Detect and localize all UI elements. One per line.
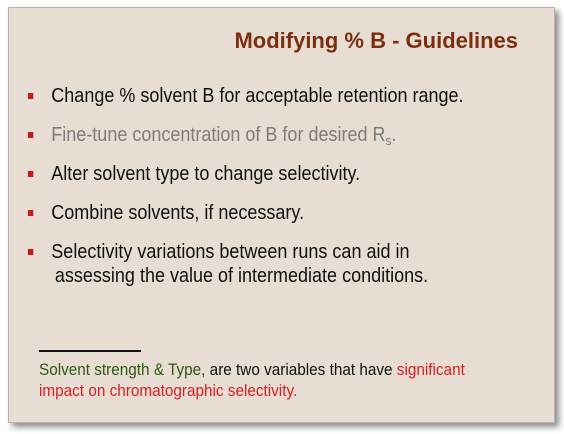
bullet-marker-icon [28, 171, 33, 177]
bullet-marker-icon [28, 249, 33, 255]
bullet-text: Change % solvent B for acceptable retention range. [51, 85, 464, 107]
bullet-text: Alter solvent type to change selectivity. [51, 163, 361, 185]
bullet-text-line1: Selectivity variations between runs can aid in [51, 241, 410, 263]
bullet-marker-icon [28, 93, 33, 99]
bullet-text-line2: assessing the value of intermediate conditions. [54, 265, 429, 287]
bullet-item [27, 162, 491, 186]
bullet-list [27, 84, 542, 303]
bullet-marker-icon [28, 132, 33, 138]
bullet-text: Fine-tune concentration of B for desired R [51, 124, 386, 146]
bullet-item [27, 201, 491, 225]
footnote-highlight-red: significant [396, 360, 465, 379]
slide-title: Modifying % B - Guidelines [234, 28, 518, 53]
bullet-subscript: s [385, 133, 392, 148]
footnote-text: are two variables that have [205, 360, 397, 379]
bullet-item [27, 123, 491, 147]
bullet-item [27, 84, 491, 108]
footnote-divider [39, 350, 141, 352]
footnote [39, 359, 543, 401]
bullet-marker-icon [28, 210, 33, 216]
bullet-suffix: . [391, 124, 397, 146]
footnote-highlight-red-line2: impact on chromatographic selectivity. [39, 381, 298, 400]
bullet-item [27, 240, 491, 288]
footnote-highlight-green: Solvent strength & Type, [39, 360, 206, 379]
slide [8, 7, 555, 423]
bullet-text: Combine solvents, if necessary. [51, 202, 305, 224]
